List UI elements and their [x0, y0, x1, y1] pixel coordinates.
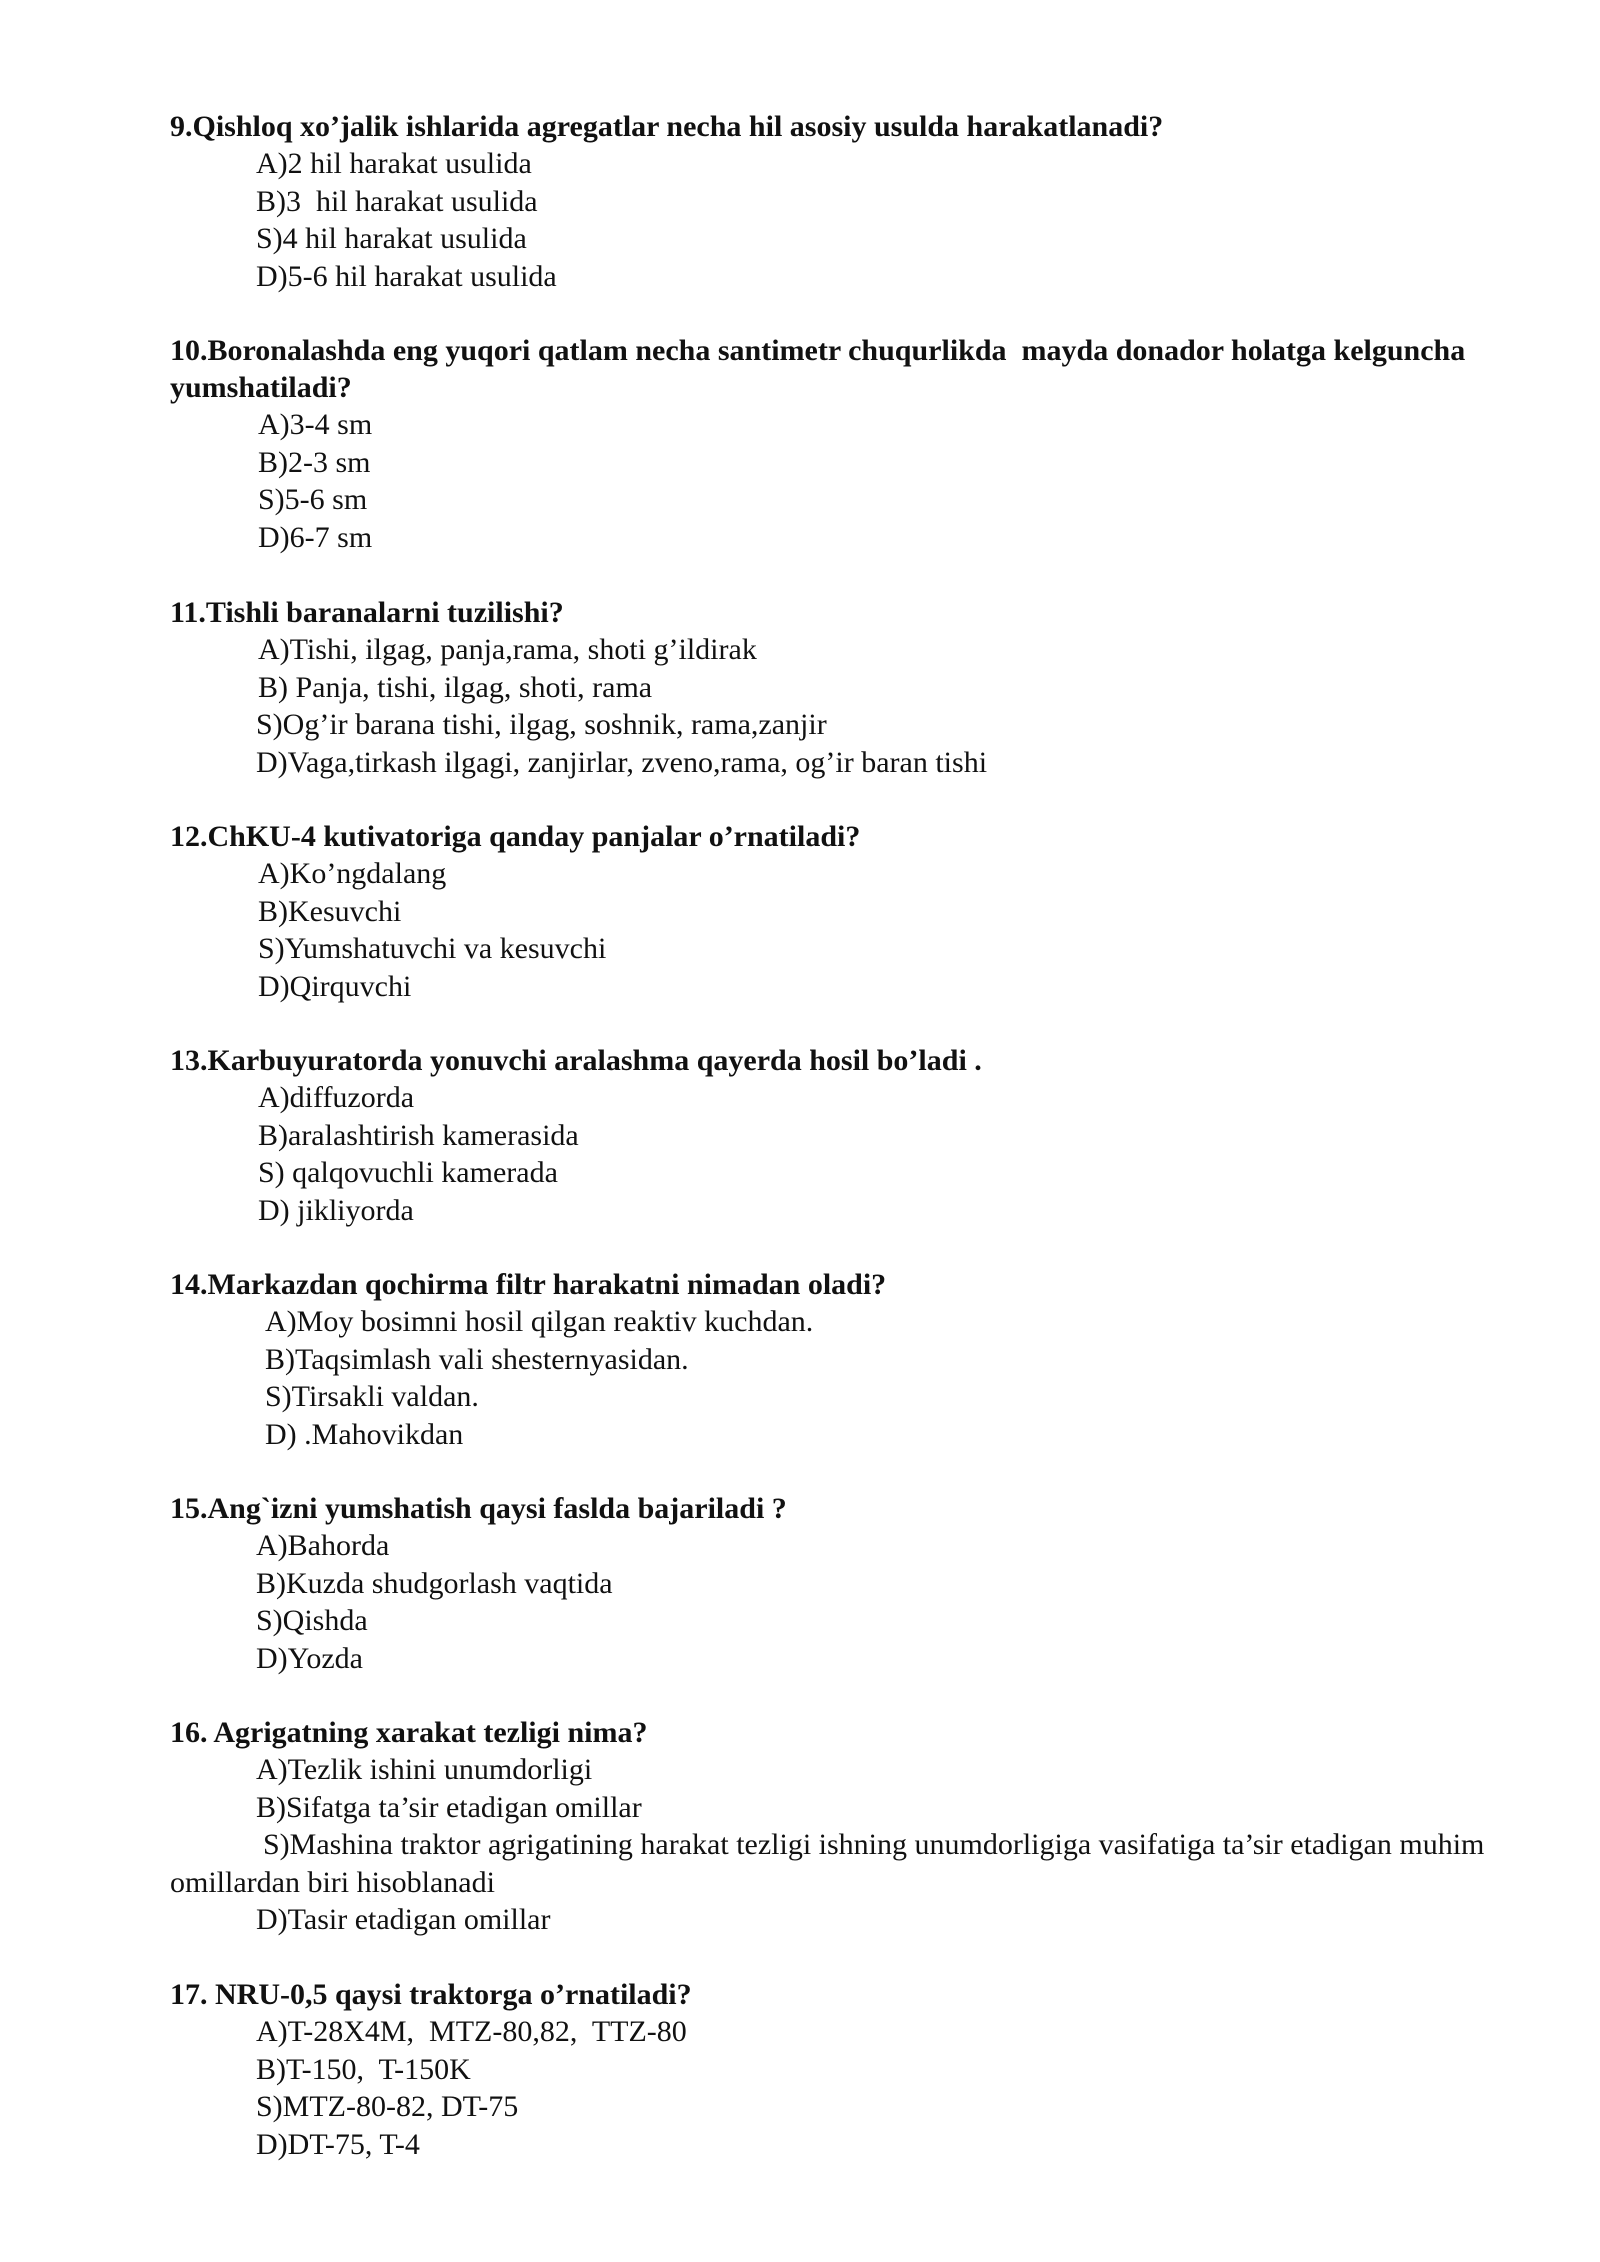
option-d: D) jikliyorda — [258, 1193, 414, 1227]
option-a: A)3-4 sm — [258, 408, 373, 441]
option-d: D)5-6 hil harakat usulida — [256, 259, 557, 293]
option-s: S)Og’ir barana tishi, ilgag, soshnik, rama,zanjir — [256, 708, 827, 741]
question-title: 10.Boronalashda eng yuqori qatlam necha santimetr chuqurlikda mayda donador holatga kelguncha yumshatiladi? — [170, 334, 1473, 404]
option-b: B)Taqsimlash vali shesternyasidan. — [265, 1342, 689, 1376]
option-s: S)5-6 sm — [258, 483, 368, 516]
option-a: A)diffuzorda — [258, 1081, 415, 1114]
option-d: D)Vaga,tirkash ilgagi, zanjirlar, zveno,rama, og’ir baran tishi — [256, 745, 988, 779]
option-b: B)aralashtirish kamerasida — [258, 1118, 579, 1152]
question-17 — [170, 1976, 1510, 2163]
option-b: B)T-150, T-150K — [256, 2052, 471, 2086]
option-b: B)3 hil harakat usulida — [256, 184, 538, 218]
option-b: B)Sifatga ta’sir etadigan omillar — [256, 1790, 642, 1824]
option-s: S)MTZ-80-82, DT-75 — [256, 2090, 519, 2123]
option-b: B) Panja, tishi, ilgag, shoti, rama — [258, 670, 653, 704]
question-title: 12.ChKU-4 kutivatoriga qanday panjalar o’rnatiladi? — [170, 820, 861, 853]
option-b: B)Kesuvchi — [258, 894, 402, 928]
question-15 — [170, 1490, 1510, 1677]
question-13 — [170, 1042, 1510, 1229]
question-9 — [170, 108, 1510, 295]
question-title: 14.Markazdan qochirma filtr harakatni nimadan oladi? — [170, 1268, 887, 1301]
option-b: B)Kuzda shudgorlash vaqtida — [256, 1566, 613, 1600]
option-d: D)DT-75, T-4 — [256, 2127, 420, 2161]
question-title: 11.Tishli baranalarni tuzilishi? — [170, 596, 564, 629]
question-title: 13.Karbuyuratorda yonuvchi aralashma qayerda hosil bo’ladi . — [170, 1044, 982, 1077]
question-14 — [170, 1266, 1510, 1453]
option-s: S)4 hil harakat usulida — [256, 222, 527, 255]
option-d: D) .Mahovikdan — [265, 1417, 464, 1451]
question-16 — [170, 1714, 1510, 1939]
question-11 — [170, 594, 1510, 781]
question-12 — [170, 818, 1510, 1005]
option-a: A)2 hil harakat usulida — [256, 147, 532, 180]
option-s: S)Mashina traktor agrigatining harakat tezligi ishning unumdorligiga vasifatiga ta’sir etadigan muhim omillardan biri hisoblanadi — [170, 1828, 1492, 1899]
option-d: D)Yozda — [256, 1641, 363, 1675]
option-d: D)6-7 sm — [258, 520, 373, 554]
option-a: A)Bahorda — [256, 1529, 390, 1562]
option-a: A)Moy bosimni hosil qilgan reaktiv kuchdan. — [265, 1305, 814, 1338]
question-title: 16. Agrigatning xarakat tezligi nima? — [170, 1716, 648, 1749]
option-d: D)Qirquvchi — [258, 969, 412, 1003]
question-title: 15.Ang`izni yumshatish qaysi faslda bajariladi ? — [170, 1492, 787, 1525]
option-s: S)Tirsakli valdan. — [265, 1380, 479, 1413]
option-d: D)Tasir etadigan omillar — [256, 1903, 551, 1936]
question-title: 17. NRU-0,5 qaysi traktorga o’rnatiladi? — [170, 1978, 692, 2011]
option-a: A)T-28X4M, MTZ-80,82, TTZ-80 — [256, 2015, 687, 2048]
option-a: A)Tezlik ishini unumdorligi — [256, 1753, 593, 1786]
option-a: A)Tishi, ilgag, panja,rama, shoti g’ildirak — [258, 633, 757, 666]
option-s: S) qalqovuchli kamerada — [258, 1156, 558, 1189]
option-b: B)2-3 sm — [258, 445, 371, 479]
question-title: 9.Qishloq xo’jalik ishlarida agregatlar necha hil asosiy usulda harakatlanadi? — [170, 110, 1164, 143]
option-a: A)Ko’ngdalang — [258, 857, 447, 890]
option-s: S)Yumshatuvchi va kesuvchi — [258, 932, 607, 965]
question-10 — [170, 332, 1510, 556]
option-s: S)Qishda — [256, 1604, 368, 1637]
